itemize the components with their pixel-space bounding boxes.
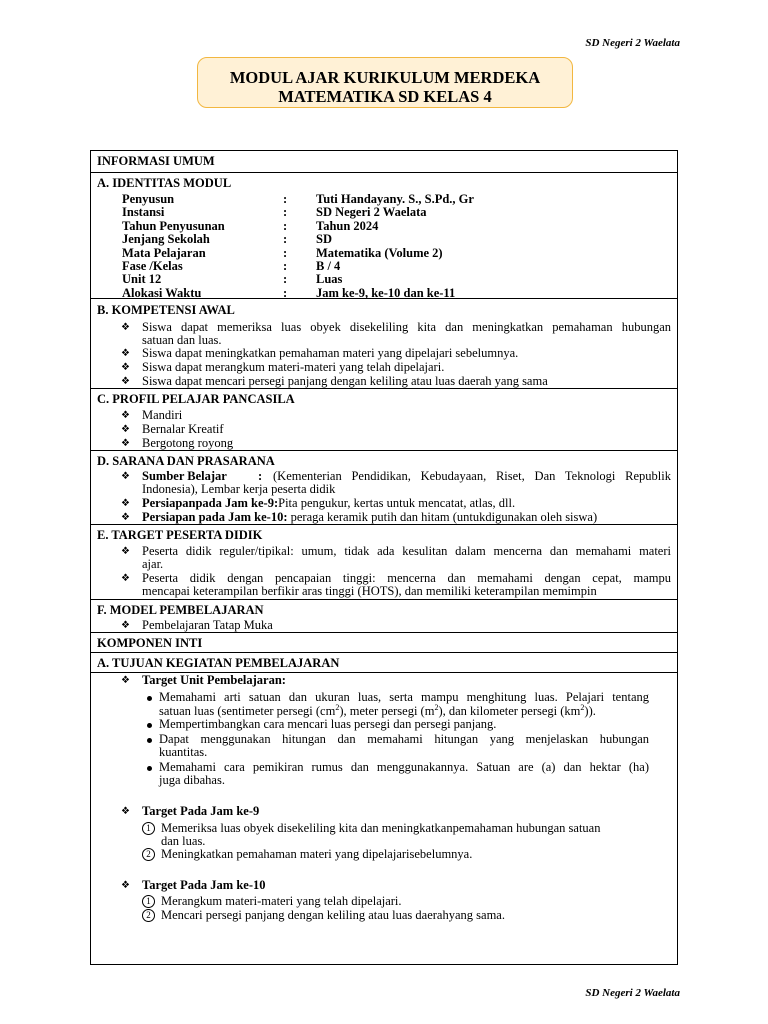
diamond-bullet-icon: ❖ — [121, 512, 130, 523]
identitas-value: Tahun 2024 — [316, 218, 379, 233]
satuan-text: ), meter persegi (m — [339, 704, 435, 718]
profil-item: Bergotong royong — [142, 436, 234, 450]
diamond-bullet-icon: ❖ — [121, 546, 130, 557]
jam9-item-2 — [142, 848, 472, 862]
bullet-dot-icon — [147, 738, 152, 743]
tujuan-item-cont: kuantitas. — [159, 745, 208, 759]
jam9-item-1 — [142, 822, 662, 836]
diamond-bullet-icon: ❖ — [121, 806, 130, 817]
identitas-label: Jenjang Sekolah — [122, 232, 210, 247]
diamond-bullet-icon: ❖ — [121, 573, 130, 584]
kompetensi-item: Siswa dapat merangkum materi-materi yang telah dipelajari. — [142, 360, 445, 374]
footer-school: SD Negeri 2 Waelata — [585, 987, 680, 999]
sarana-jam9-text: Pita pengukur, kertas untuk mencatat, atlas, dll. — [278, 496, 516, 510]
jam9-item-2-text: Meningkatkan pemahaman materi yang dipelajarisebelumnya. — [161, 847, 473, 861]
tujuan-item-cont: juga dibahas. — [159, 773, 225, 787]
target-jam10-label: Target Pada Jam ke-10 — [142, 878, 266, 892]
identitas-value: B / 4 — [316, 259, 341, 273]
title-line-2: MATEMATIKA SD KELAS 4 — [278, 87, 492, 106]
target-item-cont: ajar. — [142, 557, 164, 571]
target-jam9-label: Target Pada Jam ke-9 — [142, 804, 260, 818]
header-school: SD Negeri 2 Waelata — [585, 37, 680, 49]
bullet-dot-icon — [147, 766, 152, 771]
kompetensi-item: Siswa dapat mencari persegi panjang dengan keliling atau luas daerah yang sama — [142, 374, 548, 388]
identitas-label: Mata Pelajaran — [122, 245, 206, 260]
sarana-jam10-label: Persiapan pada Jam ke-10: — [142, 510, 288, 524]
identitas-label: Tahun Penyusunan — [122, 218, 225, 233]
identitas-label: Unit 12 — [122, 272, 162, 287]
kompetensi-heading: B. KOMPETENSI AWAL — [91, 298, 677, 320]
diamond-bullet-icon: ❖ — [121, 410, 130, 421]
target-item: Peserta didik reguler/tipikal: umum, tidak ada kesulitan dalam mencerna dan memahami materi — [142, 544, 671, 558]
target-item: Peserta didik dengan pencapaian tinggi: mencerna dan memahami dengan cepat, mampu — [142, 571, 671, 585]
bullet-dot-icon — [147, 723, 152, 728]
diamond-bullet-icon: ❖ — [121, 880, 130, 891]
sarana-sumber-label: Sumber Belajar — [142, 469, 227, 483]
diamond-bullet-icon: ❖ — [121, 424, 130, 435]
identitas-sep: : — [283, 218, 288, 233]
identitas-sep: : — [283, 192, 288, 206]
superscript-2: 2 — [434, 702, 439, 712]
identitas-value: Tuti Handayany. S., S.Pd., Gr — [316, 192, 474, 206]
identitas-label: Fase /Kelas — [122, 259, 183, 273]
profil-item: Mandiri — [142, 408, 183, 422]
sarana-sumber-text: (Kementerian Pendidikan, Kebudayaan, Riset, Dan Teknologi Republik — [273, 469, 671, 483]
identitas-value: Matematika (Volume 2) — [316, 245, 443, 260]
jam9-item-1-text: Memeriksa luas obyek disekeliling kita dan meningkatkanpemahaman hubungan satuan — [161, 821, 601, 835]
tujuan-item: Dapat menggunakan hitungan dan memahami hitungan yang menjelaskan hubungan — [159, 732, 649, 746]
number-circle-icon: 2 — [142, 909, 155, 922]
sarana-sumber-colon: : — [258, 469, 263, 483]
tujuan-item: Mempertimbangkan cara mencari luas persegi dan persegi panjang. — [159, 717, 497, 731]
target-item-cont: mencapai keterampilan berfikir aras tinggi (HOTS), dan memiliki keterampilan memimpin — [142, 584, 597, 598]
identitas-sep: : — [283, 285, 288, 300]
jam10-item-1 — [142, 895, 402, 909]
sarana-heading: D. SARANA DAN PRASARANA — [91, 450, 677, 469]
jam10-item-1-text: Merangkum materi-materi yang telah dipelajari. — [161, 894, 402, 908]
title-box — [197, 57, 573, 108]
kompetensi-item: Siswa dapat memeriksa luas obyek disekeliling kita dan meningkatkan pemahaman hubungan — [142, 320, 671, 334]
number-circle-icon: 1 — [142, 822, 155, 835]
identitas-label: Penyusun — [122, 192, 175, 206]
tujuan-item: Memahami cara pemikiran rumus dan menggunakannya. Satuan are (a) dan hektar (ha) — [159, 760, 649, 774]
jam10-item-2-text: Mencari persegi panjang dengan keliling atau luas daerahyang sama. — [161, 908, 505, 922]
identitas-value: Jam ke-9, ke-10 dan ke-11 — [316, 285, 456, 300]
number-circle-icon: 1 — [142, 895, 155, 908]
identitas-value: Luas — [316, 272, 343, 287]
diamond-bullet-icon: ❖ — [121, 348, 130, 359]
identitas-sep: : — [283, 245, 288, 260]
kompetensi-item: Siswa dapat meningkatkan pemahaman materi yang dipelajari sebelumnya. — [142, 346, 519, 360]
number-circle-icon: 2 — [142, 848, 155, 861]
profil-item: Bernalar Kreatif — [142, 422, 224, 436]
identitas-label: Alokasi Waktu — [122, 285, 202, 300]
identitas-sep: : — [283, 272, 288, 287]
komponen-inti-heading: KOMPONEN INTI — [91, 632, 677, 651]
bullet-dot-icon — [147, 696, 152, 701]
superscript-2: 2 — [580, 702, 585, 712]
satuan-text: )). — [584, 704, 596, 718]
identitas-sep: : — [283, 259, 288, 273]
satuan-text: satuan luas (sentimeter persegi (cm — [159, 704, 336, 718]
jam10-item-2 — [142, 909, 505, 923]
sarana-sumber-text-cont: Indonesia), Lembar kerja peserta didik — [142, 482, 336, 496]
sarana-jam10-text: peraga keramik putih dan hitam (untukdigunakan oleh siswa) — [290, 510, 598, 524]
sarana-jam9 — [142, 497, 515, 511]
target-heading: E. TARGET PESERTA DIDIK — [91, 524, 677, 543]
model-item: Pembelajaran Tatap Muka — [142, 618, 273, 632]
superscript-2: 2 — [335, 702, 340, 712]
identitas-sep: : — [283, 205, 288, 220]
kompetensi-item: satuan dan luas. — [142, 333, 222, 347]
sarana-jam9-label: Persiapanpada Jam ke-9: — [142, 496, 279, 510]
title-line-1: MODUL AJAR KURIKULUM MERDEKA — [229, 68, 541, 87]
diamond-bullet-icon: ❖ — [121, 362, 130, 373]
sarana-jam10 — [142, 511, 597, 525]
diamond-bullet-icon: ❖ — [121, 438, 130, 449]
model-heading: F. MODEL PEMBELAJARAN — [91, 599, 677, 618]
identitas-sep: : — [283, 232, 288, 247]
identitas-value: SD — [316, 232, 332, 247]
identitas-value: SD Negeri 2 Waelata — [316, 205, 427, 220]
diamond-bullet-icon: ❖ — [121, 376, 130, 387]
module-table — [90, 150, 678, 965]
diamond-bullet-icon: ❖ — [121, 675, 130, 686]
diamond-bullet-icon: ❖ — [121, 322, 130, 333]
target-unit-label: Target Unit Pembelajaran: — [142, 673, 286, 687]
diamond-bullet-icon: ❖ — [121, 471, 130, 482]
tujuan-heading: A. TUJUAN KEGIATAN PEMBELAJARAN — [91, 652, 677, 671]
informasi-umum-heading: INFORMASI UMUM — [97, 154, 215, 168]
diamond-bullet-icon: ❖ — [121, 620, 130, 631]
profil-heading: C. PROFIL PELAJAR PANCASILA — [91, 388, 677, 408]
diamond-bullet-icon: ❖ — [121, 498, 130, 509]
identitas-heading: A. IDENTITAS MODUL — [91, 172, 677, 192]
satuan-text: ), dan kilometer persegi (km — [438, 704, 581, 718]
identitas-label: Instansi — [122, 205, 165, 220]
jam9-item-1-cont: dan luas. — [161, 834, 206, 848]
tujuan-item: Memahami arti satuan dan ukuran luas, serta mampu menghitung luas. Pelajari tentang — [159, 690, 649, 704]
